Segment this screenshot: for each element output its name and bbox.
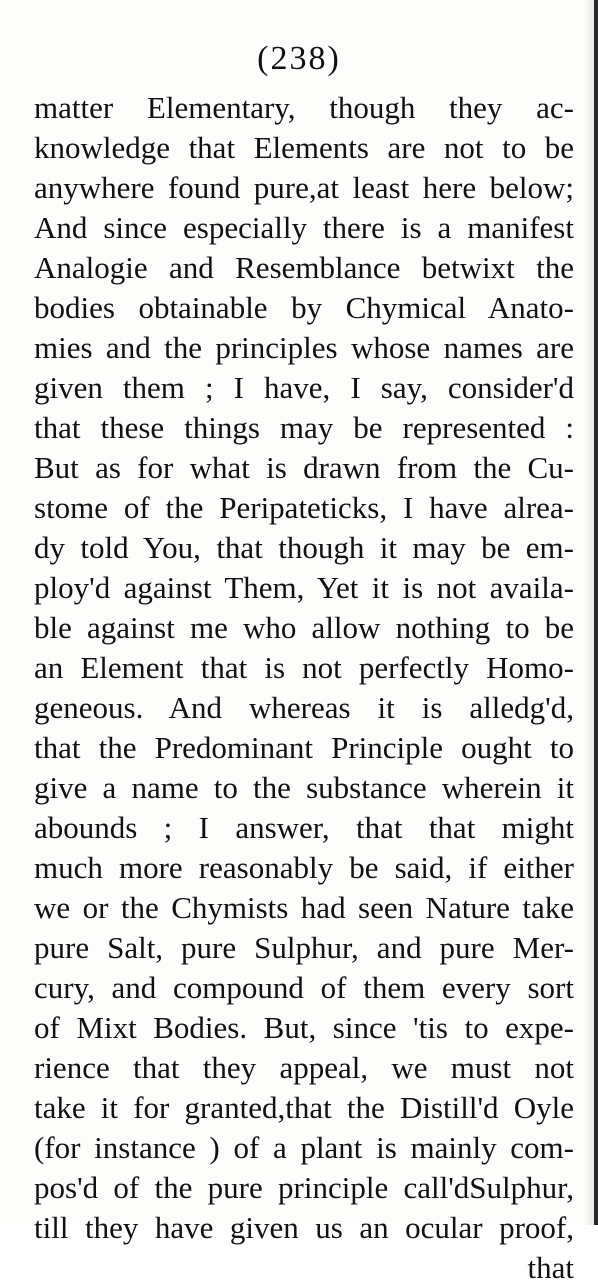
- text-line: we or the Chymists had seen Nature take: [34, 890, 574, 925]
- body-text: [34, 88, 574, 1288]
- text-line: abounds ; I answer, that that might: [34, 810, 574, 845]
- text-line: give a name to the substance wherein it: [34, 770, 574, 805]
- text-line: ploy'd against Them, Yet it is not availa-: [34, 570, 574, 605]
- text-line: cury, and compound of them every sort: [34, 970, 574, 1005]
- text-line: stome of the Peripateticks, I have alrea-: [34, 490, 574, 525]
- text-line: mies and the principles whose names are: [34, 330, 574, 365]
- text-line: till they have given us an ocular proof,: [34, 1210, 574, 1245]
- text-line: rience that they appeal, we must not: [34, 1050, 574, 1085]
- text-line: pos'd of the pure principle call'dSulphur,: [34, 1170, 574, 1205]
- text-line: anywhere found pure,at least here below;: [34, 170, 574, 205]
- text-line: Analogie and Resemblance betwixt the: [34, 250, 574, 285]
- text-line: that these things may be represented :: [34, 410, 574, 445]
- text-line: And since especially there is a manifest: [34, 210, 574, 245]
- page-gutter-shadow: [584, 0, 594, 1225]
- text-line: ble against me who allow nothing to be: [34, 610, 574, 645]
- text-line: pure Salt, pure Sulphur, and pure Mer-: [34, 930, 574, 965]
- text-line: an Element that is not perfectly Homo-: [34, 650, 574, 685]
- text-line: dy told You, that though it may be em-: [34, 530, 574, 565]
- page-edge: [594, 0, 598, 1225]
- text-line: But as for what is drawn from the Cu-: [34, 450, 574, 485]
- catchword: that: [527, 1250, 574, 1285]
- text-line: knowledge that Elements are not to be: [34, 130, 574, 165]
- text-line: take it for granted,that the Distill'd Oyle: [34, 1090, 574, 1125]
- text-line: (for instance ) of a plant is mainly com-: [34, 1130, 574, 1165]
- text-line: much more reasonably be said, if either: [34, 850, 574, 885]
- text-line: geneous. And whereas it is alledg'd,: [34, 690, 574, 725]
- text-line: of Mixt Bodies. But, since 'tis to expe-: [34, 1010, 574, 1045]
- page-number: (238): [257, 40, 341, 77]
- text-line: matter Elementary, though they ac-: [34, 90, 574, 125]
- text-line: that the Predominant Principle ought to: [34, 730, 574, 765]
- text-line: bodies obtainable by Chymical Anato-: [34, 290, 574, 325]
- text-line: given them ; I have, I say, consider'd: [34, 370, 574, 405]
